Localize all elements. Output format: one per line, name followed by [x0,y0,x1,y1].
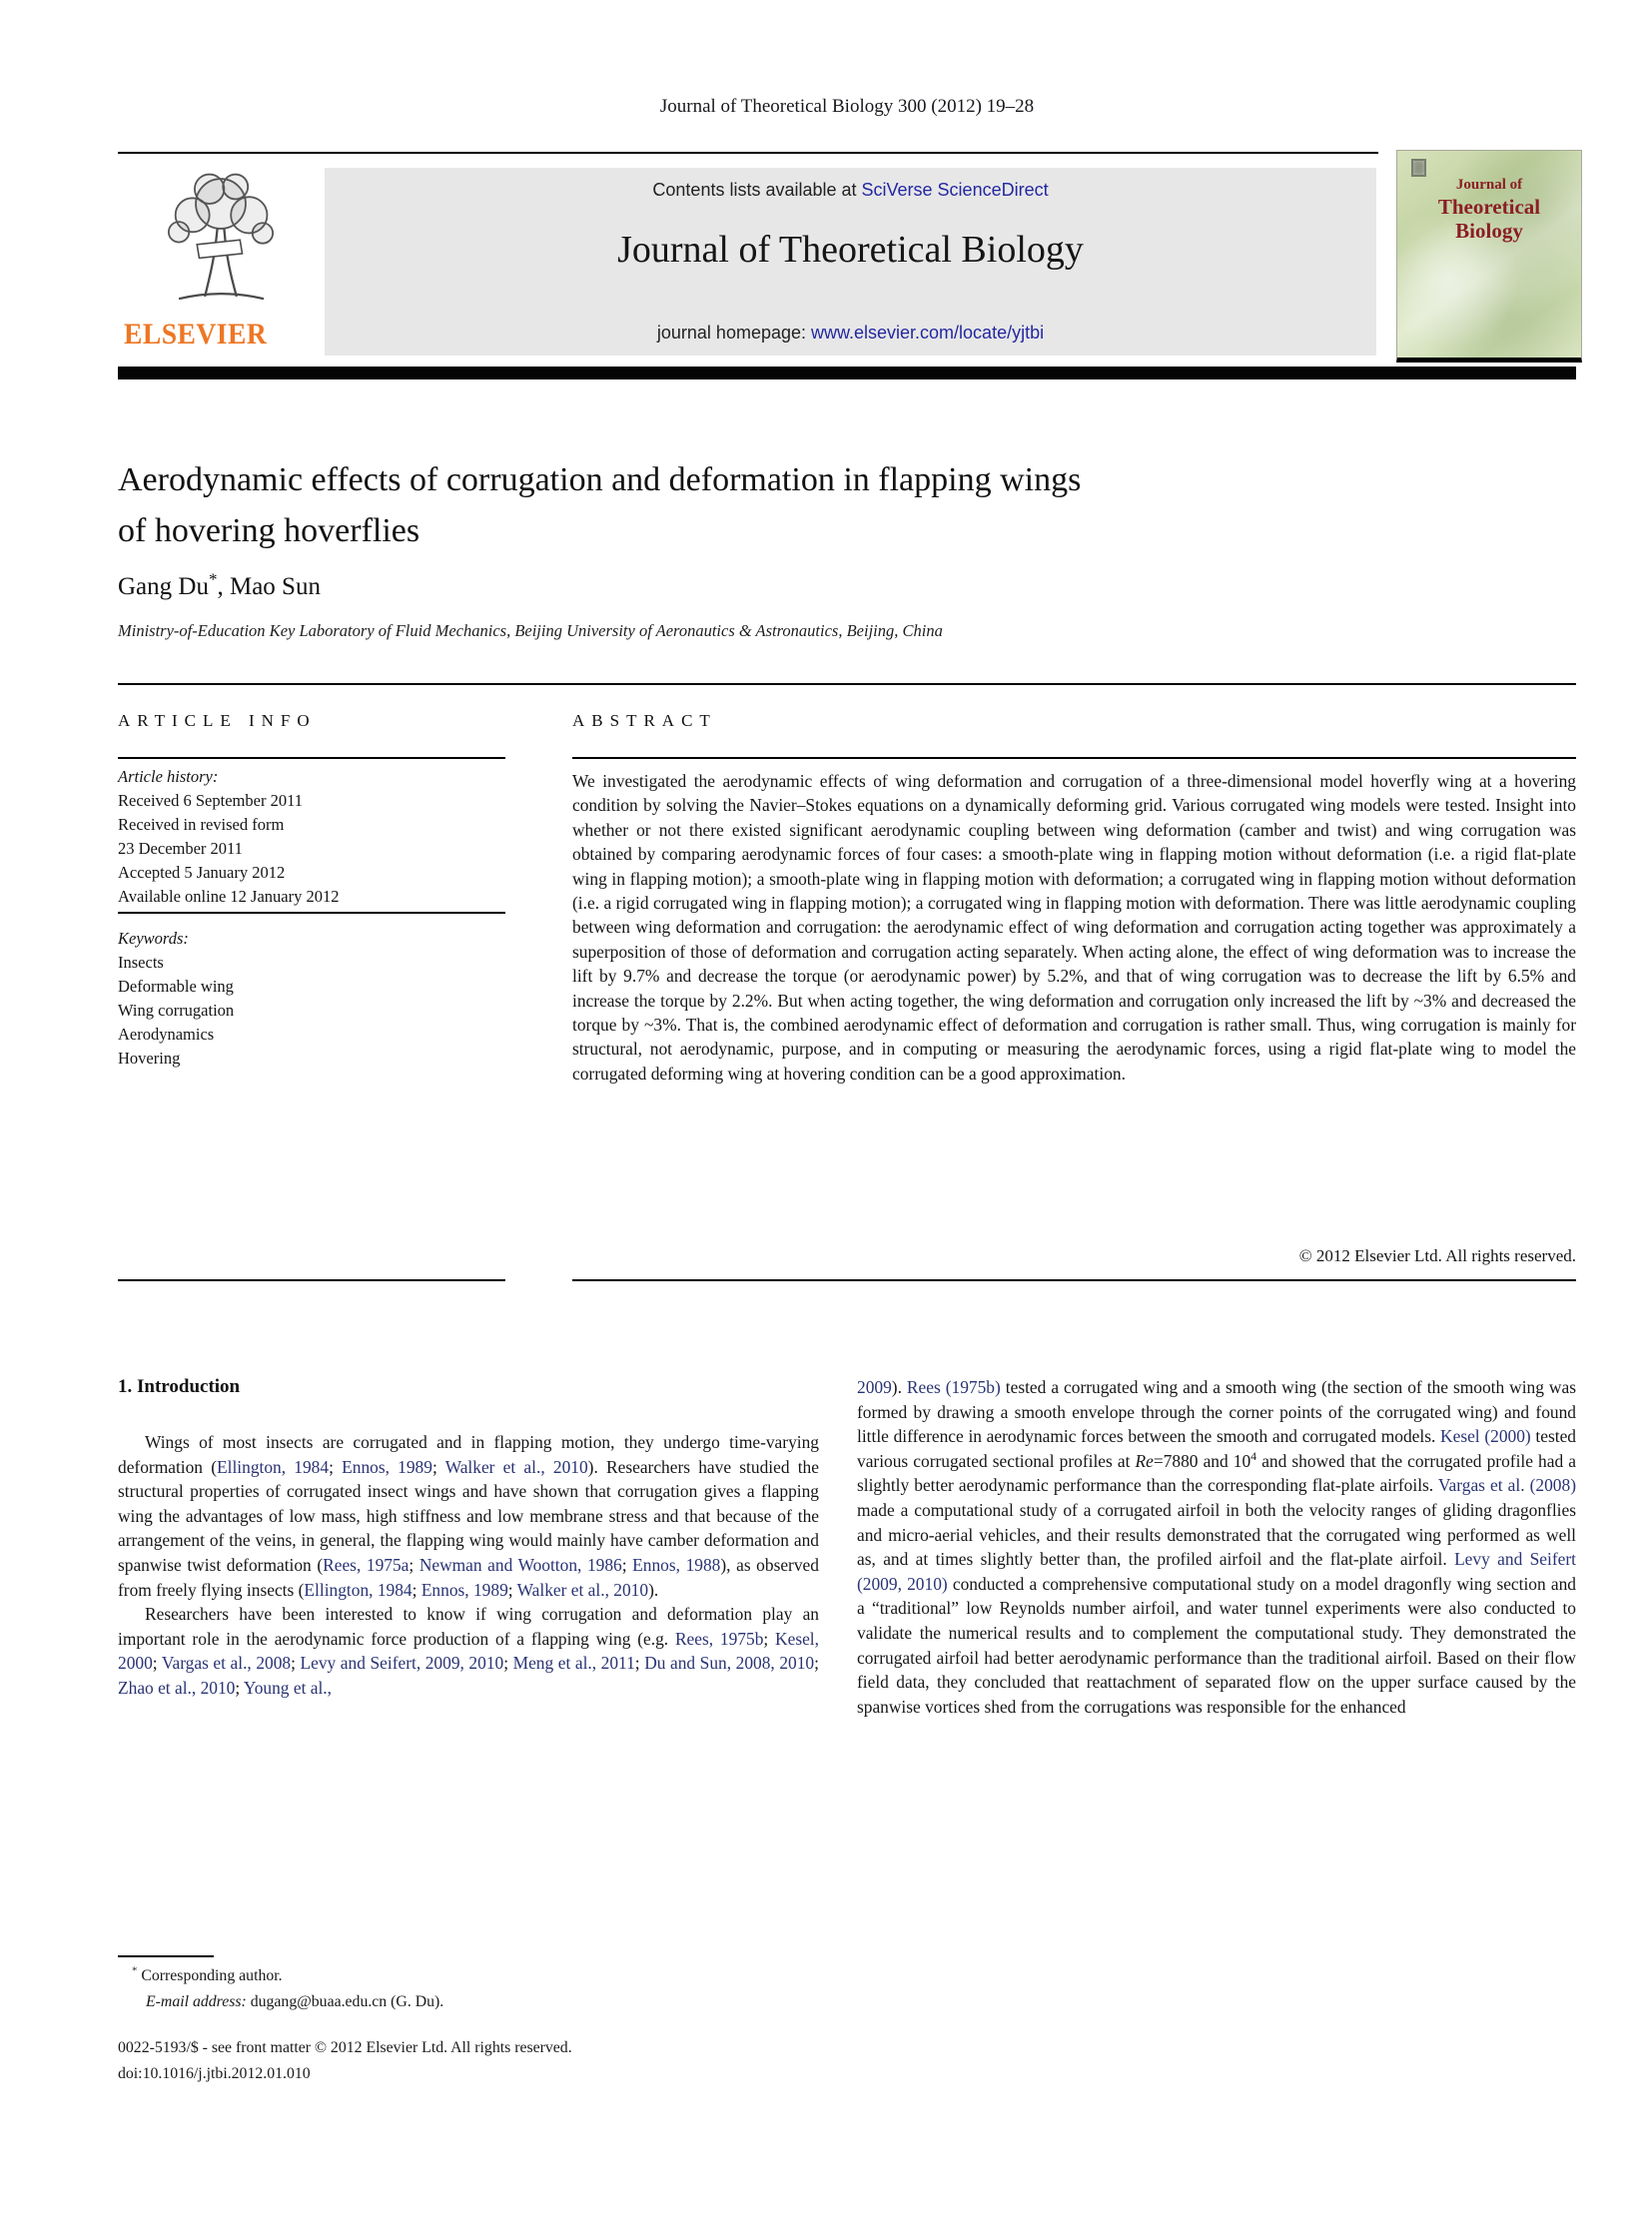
text-segment: ), as observed from freely flying insects ( [118,1554,819,1600]
contents-prefix: Contents lists available at [652,180,862,200]
text-segment: ; [412,1579,421,1600]
text-segment: ; [291,1653,301,1674]
text-segment: E-mail address: [146,1993,251,2010]
divider [572,757,1576,759]
elsevier-logo-block[interactable] [118,168,325,356]
journal-cover-thumbnail[interactable] [1396,150,1582,363]
keyword-item: Wing corrugation [118,1001,235,1020]
intro-paragraph [118,1430,819,1602]
banner-bottom-bar [118,367,1576,379]
cover-title-line: Journal of [1455,177,1523,193]
intro-paragraph [857,1375,1576,1719]
keyword-item: Hovering [118,1049,181,1068]
citation-link[interactable]: Ellington, 1984 [217,1456,330,1477]
citation-link[interactable]: Ennos, 1989 [342,1456,432,1477]
text-segment: ). [891,1377,907,1397]
footnote-divider [118,1955,214,1957]
divider [572,1279,1576,1281]
citation-link[interactable]: Zhao et al., 2010 [118,1677,236,1698]
text-segment: ). [648,1579,659,1600]
citation-link[interactable]: Du and Sun, 2008, 2010 [644,1653,815,1674]
intro-left-column [118,1430,819,1701]
text-segment: tested various corrugated sectional profiles at [857,1426,1576,1471]
divider [118,683,1576,685]
section-heading-introduction: 1. Introduction [118,1376,241,1397]
citation-link[interactable]: Vargas et al., 2008 [161,1653,292,1674]
article-title-line: of hovering hoverflies [118,512,420,549]
intro-right-column [857,1375,1576,1719]
citation-link[interactable]: 2009 [857,1377,892,1397]
corresponding-author-note [132,1964,283,1985]
abstract-text: We investigated the aerodynamic effects of wing deformation and corrugation of a three-dimensional model hoverfly wing at a hovering condition by solving the Navier–Stokes equations on a dynamically deforming grid. Various corrugated wing models were tested. Insight into whether or not there existed significant aerodynamic coupling between wing deformation (camber and twist) and wing corrugation was obtained by comparing aerodynamic forces of four cases: a smooth-plate wing in flapping motion without deformation (i.e. a rigid flat-plate wing in flapping motion); a smooth-plate wing in flapping motion with deformation; a corrugated wing in flapping motion without deformation (i.e. a rigid corrugated wing in flapping motion); a corrugated wing in flapping motion with deformation. There was little aerodynamic coupling between wing deformation and corrugation: the aerodynamic effect of wing deformation and corrugation acting together was approximately a superposition of those of deformation and corrugation acting separately. When acting alone, the effect of wing deformation was to increase the lift by 9.7% and decrease the torque (or aerodynamic power) by 5.2%, and that of wing corrugation was to decrease the lift by 6.5% and increase the torque by 2.2%. But when acting together, the wing deformation and corrugation only increased the lift by ~3% and decreased the torque by ~3%. That is, the combined aerodynamic effect of deformation and corrugation is rather small. Thus, wing corrugation is mainly for structural, not aerodynamic, purpose, and in computing or measuring the aerodynamic forces, using a rigid flat-plate wing to model the corrugated deforming wing at hovering condition can be a good approximation. [572,771,1576,1084]
text-segment: Wings of most insects are corrugated and in flapping motion, they undergo time-varying deformation ( [118,1432,819,1477]
article-history-label: Article history: [118,767,219,786]
text-segment: tested a corrugated wing and a smooth wing (the section of the smooth wing was formed by drawing a smooth envelope through the corner points of the corrugated wing) and found little difference in aerodynamic forces between the smooth and corrugated models. [857,1377,1576,1447]
citation-link[interactable]: Young et al., [243,1677,332,1698]
text-segment: ; [152,1653,162,1674]
article-history-item: Received 6 September 2011 [118,791,303,810]
cover-title-line: Biology [1455,219,1523,243]
cover-title-line: Theoretical [1437,195,1541,219]
text-segment: Researchers have been interested to know if wing corrugation and deformation play an important role in the aerodynamic force production of a flapping wing (e.g. [118,1604,819,1649]
article-history-item: Available online 12 January 2012 [118,887,340,906]
elsevier-wordmark: ELSEVIER [124,318,268,351]
text-segment: made a computational study of a corrugated airfoil in both the velocity ranges of gliding dragonflies and micro-aerial vehicles, and their results demonstrated that the corrugated wing performed as well as, and at times slightly better than, the profiled airfoil and the flat-plate airfoil. [857,1499,1576,1570]
text-segment: ; [634,1653,645,1674]
text-segment: dugang@buaa.edu.cn (G. Du). [250,1993,444,2010]
text-segment: ; [621,1554,633,1575]
text-segment: conducted a comprehensive computational study on a model dragonfly wing section and a “traditional” low Reynolds number airfoil, and water tunnel experiments were also conducted to validate the numerical results and to complement the computational study. They demonstrated the corrugated airfoil had better aerodynamic performance than the traditional airfoil. Based on their flow field data, they concluded that reattachment of separated flow on the upper surface caused by the spanwise vortices shed from the corrugations was responsible for the enhanced [857,1573,1577,1717]
citation-link[interactable]: Rees, 1975b [674,1628,764,1649]
elsevier-tree-icon [142,170,300,306]
text-segment: Gang Du [118,573,209,600]
keyword-item: Aerodynamics [118,1025,215,1044]
citation-link[interactable]: Levy and Seifert (2009, 2010) [857,1549,1576,1594]
citation-link[interactable]: Ennos, 1989 [420,1579,508,1600]
text-segment: 4 [1250,1448,1257,1463]
copyright-line: © 2012 Elsevier Ltd. All rights reserved. [1298,1246,1576,1265]
keywords-block [118,927,505,1071]
citation-link[interactable]: Walker et al., 2010 [516,1579,649,1600]
text-segment: ; [763,1628,776,1649]
text-segment: Corresponding author. [137,1967,283,1984]
divider [118,757,505,759]
text-segment: and showed that the corrugated profile had a slightly better aerodynamic performance than the corresponding flat-plate airfoils. [857,1450,1576,1496]
citation-link[interactable]: Ennos, 1988 [632,1554,721,1575]
text-segment: ). Researchers have studied the structural properties of corrugated insect wings and have shown that corrugation gives a flapping wing the advantages of low mass, high stiffness and low membrane stress and that because of the arrangement of the veins, in general, the flapping wing would mainly have camber deformation and spanwise twist deformation ( [118,1456,819,1575]
keywords-label: Keywords: [118,929,189,948]
homepage-prefix: journal homepage: [656,323,811,343]
citation-link[interactable]: Ellington, 1984 [304,1579,413,1600]
homepage-line [325,323,1376,344]
running-head: Journal of Theoretical Biology 300 (2012) 19–28 [659,96,1035,117]
article-info-heading: ARTICLE INFO [118,711,317,730]
author-names [118,569,321,601]
citation-link[interactable]: Kesel, 2000 [118,1628,819,1674]
citation-link[interactable]: Levy and Seifert, 2009, 2010 [300,1653,504,1674]
article-history-item: Received in revised form [118,815,285,834]
cover-logo [1411,159,1426,177]
journal-banner [325,168,1376,356]
text-segment: ; [235,1677,244,1698]
text-segment: ; [507,1579,517,1600]
doi-line[interactable]: doi:10.1016/j.jtbi.2012.01.010 [118,2065,311,2082]
article-history [118,765,505,909]
email-address-line[interactable] [146,1993,443,2011]
text-segment: Re [1135,1450,1154,1471]
text-segment: , Mao Sun [217,573,321,600]
article-title-line: Aerodynamic effects of corrugation and deformation in flapping wings [118,461,1082,498]
issn-copyright-line: 0022-5193/$ - see front matter © 2012 Elsevier Ltd. All rights reserved. [118,2039,572,2056]
citation-link[interactable]: Rees (1975b) [906,1377,1001,1397]
text-segment: ; [409,1554,419,1575]
sciverse-sciencedirect-link[interactable]: SciVerse ScienceDirect [861,180,1049,200]
banner-journal-title: Journal of Theoretical Biology [617,229,1084,271]
header-divider [118,152,1378,154]
article-history-item: 23 December 2011 [118,839,243,858]
article-history-item: Accepted 5 January 2012 [118,863,286,882]
keyword-item: Deformable wing [118,977,234,996]
text-segment: ; [329,1456,343,1477]
keyword-item: Insects [118,953,164,972]
citation-link[interactable]: Rees, 1975a [323,1554,410,1575]
citation-link[interactable]: Kesel (2000) [1440,1426,1531,1447]
intro-paragraph [118,1602,819,1700]
text-segment: * [208,569,218,589]
text-segment: ; [503,1653,513,1674]
citation-link[interactable]: Vargas et al. (2008) [1437,1475,1576,1496]
citation-link[interactable]: Walker et al., 2010 [444,1456,588,1477]
citation-link[interactable]: Meng et al., 2011 [512,1653,635,1674]
citation-link[interactable]: Newman and Wootton, 1986 [418,1554,622,1575]
divider [118,912,505,914]
text-segment: =7880 and 10 [1153,1450,1251,1471]
journal-homepage-link[interactable]: www.elsevier.com/locate/yjtbi [811,323,1045,343]
article-title [118,454,1576,556]
divider [118,1279,505,1281]
text-segment: ; [814,1653,819,1674]
author-affiliation: Ministry-of-Education Key Laboratory of Fluid Mechanics, Beijing University of Aeronautics & Astronautics, Beijing, China [118,621,943,640]
text-segment: * [132,1964,138,1977]
abstract-heading: ABSTRACT [572,711,717,730]
contents-line [325,180,1376,201]
text-segment: ; [431,1456,445,1477]
